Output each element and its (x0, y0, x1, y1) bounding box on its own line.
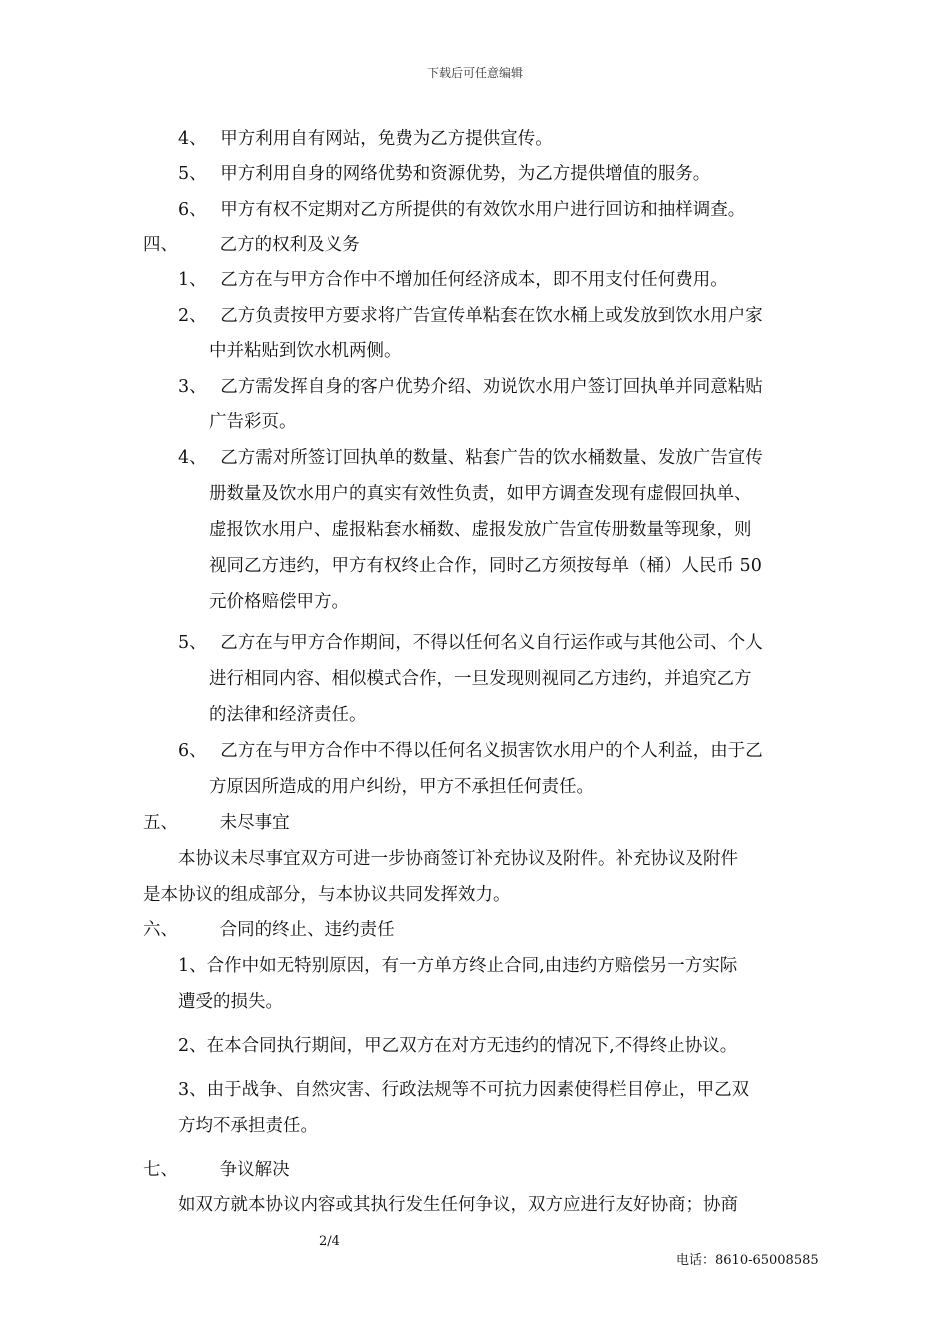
item-text: 甲方利用自有网站，免费为乙方提供宣传。 (220, 129, 553, 149)
phone-number: 电话：8610-65008585 (676, 1253, 819, 1268)
item-text: 乙方需对所签订回执单的数量、粘套广告的饮水桶数量、发放广告宣传 (220, 448, 763, 468)
section-number: 六、 (143, 920, 178, 940)
item-text-continued: 方原因所造成的用户纠纷，甲方不承担任何责任。 (209, 777, 594, 797)
item-text: 乙方需发挥自身的客户优势介绍、劝说饮水用户签订回执单并同意粘贴 (220, 377, 763, 397)
list-item (178, 162, 710, 186)
paragraph-line: 本协议未尽事宜双方可进一步协商签订补充协议及附件。补充协议及附件 (178, 849, 738, 869)
item-number: 4、 (178, 129, 207, 149)
item-text: 乙方在与甲方合作中不得以任何名义损害饮水用户的个人利益，由于乙 (220, 741, 763, 761)
item-number: 2、 (178, 306, 207, 326)
item-text-continued: 虚报饮水用户、虚报粘套水桶数、虚报发放广告宣传册数量等现象，则 (209, 520, 752, 540)
section-title: 乙方的权利及义务 (219, 235, 360, 255)
item-text: 甲方利用自身的网络优势和资源优势，为乙方提供增值的服务。 (220, 164, 711, 184)
section-number: 四、 (143, 235, 178, 255)
paragraph-line: 如双方就本协议内容或其执行发生任何争议，双方应进行友好协商；协商 (178, 1195, 738, 1215)
list-item (178, 198, 745, 222)
list-item (178, 631, 763, 655)
section-title: 争议解决 (219, 1160, 290, 1180)
item-text-continued: 视同乙方违约，甲方有权终止合作，同时乙方须按每单（桶）人民币 50 (209, 556, 762, 576)
item-number: 5、 (178, 633, 207, 653)
item-text-continued: 广告彩页。 (209, 412, 297, 432)
list-item: 3、由于战争、自然灾害、行政法规等不可抗力因素使得栏目停止，甲乙双 (178, 1080, 750, 1100)
list-item: 2、在本合同执行期间，甲乙双方在对方无违约的情况下,不得终止协议。 (178, 1036, 738, 1056)
item-number: 3、 (178, 377, 207, 397)
page-number: 2/4 (319, 1234, 340, 1249)
list-item (178, 375, 763, 399)
list-item (178, 268, 728, 292)
paragraph-line: 是本协议的组成部分，与本协议共同发挥效力。 (143, 885, 511, 905)
list-item: 1、合作中如无特别原因，有一方单方终止合同,由违约方赔偿另一方实际 (178, 956, 738, 976)
item-text-continued: 遭受的损失。 (178, 992, 283, 1012)
item-text-continued: 元价格赔偿甲方。 (209, 592, 349, 612)
list-item (178, 304, 763, 328)
section-number: 五、 (143, 813, 178, 833)
item-text-continued: 中并粘贴到饮水机两侧。 (209, 341, 402, 361)
item-text: 乙方在与甲方合作期间，不得以任何名义自行运作或与其他公司、个人 (220, 633, 763, 653)
section-title: 合同的终止、违约责任 (219, 920, 395, 940)
item-number: 1、 (178, 270, 207, 290)
section-number: 七、 (143, 1160, 178, 1180)
section-heading (143, 918, 395, 942)
item-text: 甲方有权不定期对乙方所提供的有效饮水用户进行回访和抽样调查。 (220, 200, 746, 220)
list-item (178, 127, 553, 151)
section-heading (143, 811, 290, 835)
header-note: 下载后可任意编辑 (426, 66, 523, 80)
section-heading (143, 233, 360, 257)
item-text-continued: 册数量及饮水用户的真实有效性负责，如甲方调查发现有虚假回执单、 (209, 484, 752, 504)
item-number: 6、 (178, 200, 207, 220)
item-text: 乙方负责按甲方要求将广告宣传单粘套在饮水桶上或发放到饮水用户家 (220, 306, 763, 326)
item-text: 乙方在与甲方合作中不增加任何经济成本，即不用支付任何费用。 (220, 270, 728, 290)
item-text-continued: 进行相同内容、相似模式合作，一旦发现则视同乙方违约，并追究乙方 (209, 669, 752, 689)
section-title: 未尽事宜 (219, 813, 290, 833)
list-item (178, 739, 763, 763)
list-item (178, 446, 763, 470)
item-number: 4、 (178, 448, 207, 468)
item-number: 5、 (178, 164, 207, 184)
section-heading (143, 1158, 290, 1182)
item-number: 6、 (178, 741, 207, 761)
item-text-continued: 的法律和经济责任。 (209, 705, 367, 725)
item-text-continued: 方均不承担责任。 (178, 1116, 318, 1136)
